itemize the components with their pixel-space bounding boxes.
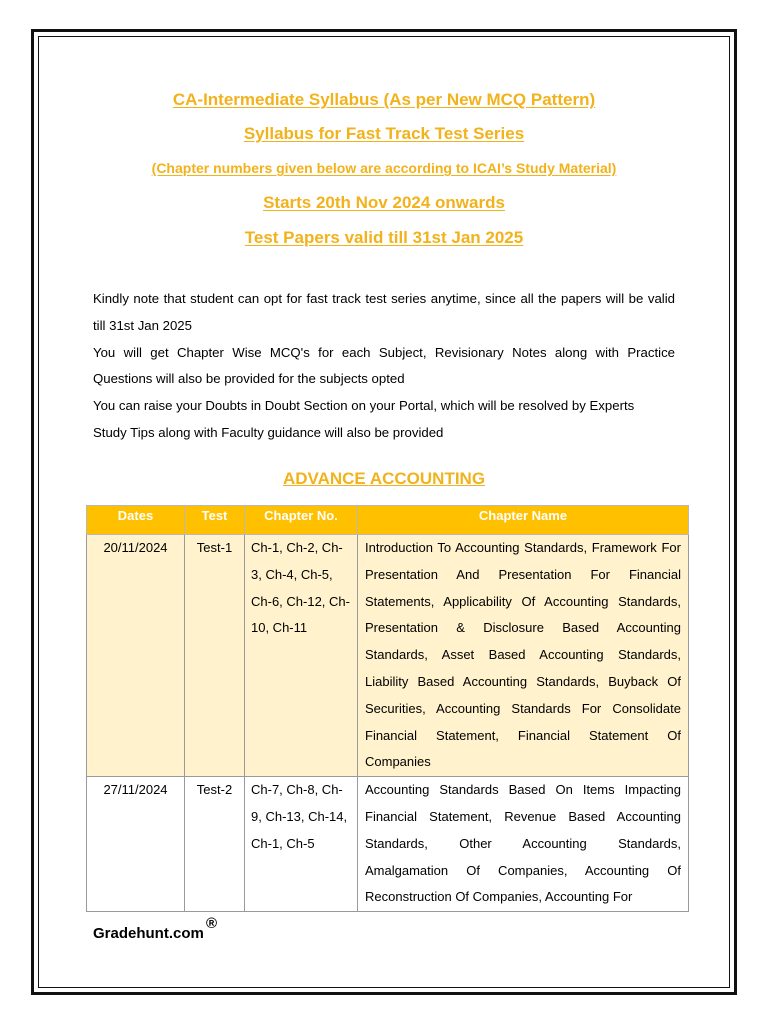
cell-chapters: Ch-7, Ch-8, Ch-9, Ch-13, Ch-14, Ch-1, Ch-5: [245, 777, 358, 912]
cell-date: 20/11/2024: [87, 535, 185, 777]
note-item: Study Tips along with Faculty guidance will also be provided: [93, 424, 444, 440]
syllabus-title: CA-Intermediate Syllabus (As per New MCQ Pattern): [172, 90, 596, 109]
table-row: [87, 535, 689, 777]
header-test: Test: [185, 506, 245, 535]
cell-test: Test-1: [185, 535, 245, 777]
cell-chapter-name: Introduction To Accounting Standards, Framework For Presentation And Presentation For Financial Statements, Applicability Of Accounting Standards, Presentation & Disclosure Based Accounting Standards, Asset Based Accounting Standards, Liability Based Accounting Standards, Buyback Of Securities, Accounting Standards For Consolidate Financial Statement, Financial Statement Of Companies: [358, 535, 689, 777]
note-item: Kindly note that student can opt for fast track test series anytime, since all the papers will be valid till 31st Jan 2025: [93, 291, 675, 333]
header-dates: Dates: [87, 506, 185, 535]
cell-chapter-name: Accounting Standards Based On Items Impacting Financial Statement, Revenue Based Accounting Standards, Other Accounting Standards, Amalgamation Of Companies, Accounting Of Reconstruction Of Companies, Accounting For: [358, 777, 689, 912]
start-date-line: Starts 20th Nov 2024 onwards: [263, 193, 505, 212]
registered-mark: ®: [206, 915, 218, 932]
section-title: ADVANCE ACCOUNTING: [282, 469, 486, 488]
note-item: You will get Chapter Wise MCQ's for each Subject, Revisionary Notes along with Practice Questions will also be provided for the subjects opted: [93, 344, 675, 387]
chapter-note: (Chapter numbers given below are according to ICAI’s Study Material): [151, 160, 617, 176]
header-chapter-name: Chapter Name: [358, 506, 689, 535]
note-item: You can raise your Doubts in Doubt Section on your Portal, which will be resolved by Experts: [93, 398, 635, 414]
notes-block: [93, 286, 675, 447]
table-header-row: [87, 506, 689, 535]
validity-line: Test Papers valid till 31st Jan 2025: [244, 228, 524, 247]
cell-chapters: Ch-1, Ch-2, Ch-3, Ch-4, Ch-5, Ch-6, Ch-12, Ch-10, Ch-11: [245, 535, 358, 777]
brand-logo: Gradehunt.com: [93, 925, 204, 942]
syllabus-subtitle: Syllabus for Fast Track Test Series: [243, 124, 525, 143]
cell-test: Test-2: [185, 777, 245, 912]
cell-date: 27/11/2024: [87, 777, 185, 912]
syllabus-table: [86, 505, 689, 912]
table-row: [87, 777, 689, 912]
header-chapter-no: Chapter No.: [245, 506, 358, 535]
